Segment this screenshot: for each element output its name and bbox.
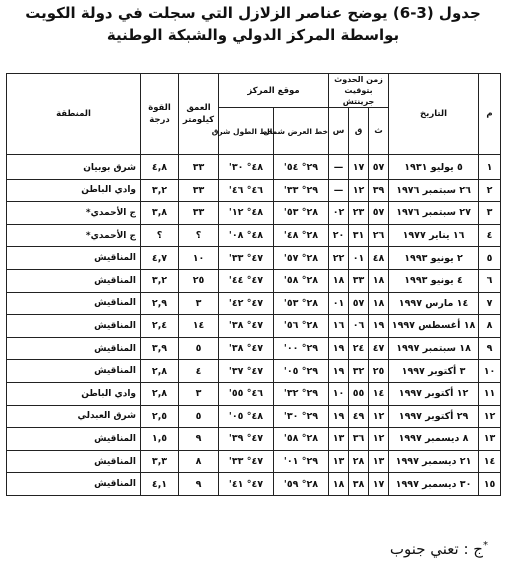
- cell-magnitude: ٢,٤: [141, 315, 179, 338]
- cell-magnitude: ٣,٢: [141, 269, 179, 292]
- cell-lat: ٢٩° ٣٣': [274, 179, 329, 202]
- cell-min: ٥٧: [349, 292, 369, 315]
- cell-magnitude: ٣,٣: [141, 450, 179, 473]
- cell-depth: ؟: [179, 224, 219, 247]
- table-subtitle: بواسطة المركز الدولي والشبكة الوطنية: [106, 26, 400, 44]
- cell-magnitude: ٢,٩: [141, 292, 179, 315]
- cell-region: وادي الباطن: [7, 382, 141, 405]
- cell-lon: ٤٨° ٠٨': [219, 224, 274, 247]
- cell-sec: ١٣: [369, 450, 389, 473]
- cell-hr: ١٨: [329, 473, 349, 496]
- cell-lon: ٤٦° ٥٥': [219, 382, 274, 405]
- cell-sec: ٤٧: [369, 337, 389, 360]
- cell-date: ١٨ سبتمبر ١٩٩٧: [389, 337, 479, 360]
- footnote-mark: *: [483, 540, 488, 551]
- table-row: [7, 473, 501, 496]
- cell-lat: ٢٩° ٣٢': [274, 382, 329, 405]
- table-row: [7, 337, 501, 360]
- table-row: [7, 360, 501, 383]
- cell-num: ١٣: [479, 428, 501, 451]
- cell-lat: ٢٨° ٥٩': [274, 473, 329, 496]
- cell-region: المناقيش: [7, 269, 141, 292]
- cell-date: ٢٧ سبتمبر ١٩٧٦: [389, 202, 479, 225]
- cell-hr: ٠١: [329, 292, 349, 315]
- cell-region: وادي الباطن: [7, 179, 141, 202]
- table-row: [7, 450, 501, 473]
- cell-lon: ٤٧° ٤١': [219, 473, 274, 496]
- cell-lon: ٤٨° ٠٥': [219, 405, 274, 428]
- cell-sec: ٥٧: [369, 202, 389, 225]
- cell-magnitude: ١,٥: [141, 428, 179, 451]
- cell-lat: ٢٩° ٠٠': [274, 337, 329, 360]
- cell-lat: ٢٨° ٥٣': [274, 202, 329, 225]
- table-row: [7, 292, 501, 315]
- cell-num: ١: [479, 155, 501, 180]
- cell-region: المناقيش: [7, 315, 141, 338]
- cell-hr: —: [329, 155, 349, 180]
- cell-depth: ٩: [179, 428, 219, 451]
- cell-region: المناقيش: [7, 337, 141, 360]
- cell-magnitude: ٣,٢: [141, 179, 179, 202]
- cell-min: ٥٥: [349, 382, 369, 405]
- cell-sec: ١٤: [369, 382, 389, 405]
- cell-depth: ٣٣: [179, 202, 219, 225]
- cell-lon: ٤٨° ١٢': [219, 202, 274, 225]
- cell-num: ٦: [479, 269, 501, 292]
- cell-num: ٨: [479, 315, 501, 338]
- cell-magnitude: ٤,١: [141, 473, 179, 496]
- cell-lat: ٢٨° ٥٨': [274, 269, 329, 292]
- cell-magnitude: ٤,٧: [141, 247, 179, 270]
- cell-hr: ١٦: [329, 315, 349, 338]
- header-hr: س: [329, 108, 349, 155]
- cell-lon: ٤٧° ٣٣': [219, 247, 274, 270]
- table-row: [7, 224, 501, 247]
- cell-magnitude: ٣,٩: [141, 337, 179, 360]
- cell-date: ٢١ ديسمبر ١٩٩٧: [389, 450, 479, 473]
- cell-depth: ٥: [179, 405, 219, 428]
- cell-date: ٢٩ أكتوبر ١٩٩٧: [389, 405, 479, 428]
- cell-region: المناقيش: [7, 292, 141, 315]
- cell-depth: ٢٥: [179, 269, 219, 292]
- cell-min: ٢٨: [349, 450, 369, 473]
- cell-min: ٤٩: [349, 405, 369, 428]
- cell-num: ١٢: [479, 405, 501, 428]
- cell-date: ٣ أكتوبر ١٩٩٧: [389, 360, 479, 383]
- cell-depth: ٣٣: [179, 155, 219, 180]
- cell-sec: ٢٥: [369, 360, 389, 383]
- cell-num: ٣: [479, 202, 501, 225]
- cell-num: ١٥: [479, 473, 501, 496]
- cell-min: ٠٦: [349, 315, 369, 338]
- cell-num: ٢: [479, 179, 501, 202]
- cell-region: المناقيش: [7, 450, 141, 473]
- cell-min: ١٢: [349, 179, 369, 202]
- table-row: [7, 269, 501, 292]
- cell-depth: ١٠: [179, 247, 219, 270]
- cell-depth: ٤: [179, 360, 219, 383]
- cell-hr: —: [329, 179, 349, 202]
- cell-sec: ١٢: [369, 428, 389, 451]
- cell-magnitude: ؟: [141, 224, 179, 247]
- cell-sec: ٥٧: [369, 155, 389, 180]
- table-row: [7, 202, 501, 225]
- cell-depth: ٨: [179, 450, 219, 473]
- cell-sec: ٣٩: [369, 179, 389, 202]
- header-date: التاريخ: [389, 74, 479, 155]
- footnote: [390, 540, 488, 558]
- cell-lon: ٤٧° ٤٢': [219, 292, 274, 315]
- cell-hr: ٢٠: [329, 224, 349, 247]
- cell-hr: ١٠: [329, 382, 349, 405]
- table-row: [7, 155, 501, 180]
- cell-hr: ١٩: [329, 337, 349, 360]
- cell-magnitude: ٢,٥: [141, 405, 179, 428]
- cell-lat: ٢٩° ٠٥': [274, 360, 329, 383]
- cell-lat: ٢٨° ٥٦': [274, 315, 329, 338]
- cell-lon: ٤٧° ٣٨': [219, 315, 274, 338]
- header-center: موقع المركز: [219, 74, 329, 108]
- table-row: [7, 428, 501, 451]
- cell-region: المناقيش: [7, 473, 141, 496]
- cell-region: شرق بوبيان: [7, 155, 141, 180]
- cell-sec: ١٨: [369, 269, 389, 292]
- table-row: [7, 247, 501, 270]
- cell-hr: ١٩: [329, 360, 349, 383]
- cell-lat: ٢٨° ٥٣': [274, 292, 329, 315]
- cell-region: ج الأحمدي*: [7, 224, 141, 247]
- cell-lat: ٢٩° ٠١': [274, 450, 329, 473]
- cell-date: ١٢ أكتوبر ١٩٩٧: [389, 382, 479, 405]
- cell-date: ٢٦ سبتمبر ١٩٧٦: [389, 179, 479, 202]
- header-sec: ث: [369, 108, 389, 155]
- cell-min: ١٧: [349, 155, 369, 180]
- cell-sec: ٤٨: [369, 247, 389, 270]
- header-num: م: [479, 74, 501, 155]
- cell-hr: ١٣: [329, 450, 349, 473]
- cell-hr: ١٣: [329, 428, 349, 451]
- cell-num: ١٠: [479, 360, 501, 383]
- cell-min: ٢٣: [349, 202, 369, 225]
- cell-date: ١٦ يناير ١٩٧٧: [389, 224, 479, 247]
- cell-lon: ٤٧° ٤٤': [219, 269, 274, 292]
- cell-hr: ٢٢: [329, 247, 349, 270]
- cell-depth: ٣: [179, 382, 219, 405]
- cell-magnitude: ٢,٨: [141, 382, 179, 405]
- cell-lon: ٤٦° ٤٦': [219, 179, 274, 202]
- cell-lon: ٤٧° ٣٨': [219, 337, 274, 360]
- cell-min: ٣٣: [349, 269, 369, 292]
- header-time: زمن الحدوث بتوقيت جرينتش: [329, 74, 389, 108]
- cell-depth: ٥: [179, 337, 219, 360]
- cell-lat: ٢٨° ٥٧': [274, 247, 329, 270]
- cell-region: المناقيش: [7, 360, 141, 383]
- cell-sec: ١٩: [369, 315, 389, 338]
- header-magnitude: القوة درجة: [141, 74, 179, 155]
- cell-lon: ٤٧° ٣٧': [219, 360, 274, 383]
- cell-num: ٩: [479, 337, 501, 360]
- cell-num: ١٤: [479, 450, 501, 473]
- cell-magnitude: ٤,٨: [141, 155, 179, 180]
- cell-min: ٠١: [349, 247, 369, 270]
- footnote-text: ج : تعني جنوب: [389, 540, 483, 558]
- cell-lon: ٤٨° ٣٠': [219, 155, 274, 180]
- cell-lat: ٢٨° ٤٨': [274, 224, 329, 247]
- header-region: المنطقة: [7, 74, 141, 155]
- header-depth: العمق كيلومتر: [179, 74, 219, 155]
- cell-hr: ١٩: [329, 405, 349, 428]
- cell-date: ١٤ مارس ١٩٩٧: [389, 292, 479, 315]
- cell-hr: ٠٢: [329, 202, 349, 225]
- cell-date: ٨ ديسمبر ١٩٩٧: [389, 428, 479, 451]
- cell-date: ٥ يوليو ١٩٣١: [389, 155, 479, 180]
- cell-min: ٣٨: [349, 473, 369, 496]
- table-title: جدول (3-6) يوضح عناصر الزلازل التي سجلت في دولة الكويت: [25, 4, 481, 22]
- cell-date: ٢ يونيو ١٩٩٣: [389, 247, 479, 270]
- cell-lat: ٢٩° ٣٠': [274, 405, 329, 428]
- header-lon: خط الطول شرق: [219, 108, 274, 155]
- cell-region: المناقيش: [7, 247, 141, 270]
- cell-depth: ١٤: [179, 315, 219, 338]
- cell-sec: ٢٦: [369, 224, 389, 247]
- cell-date: ١٨ أغسطس ١٩٩٧: [389, 315, 479, 338]
- cell-min: ٢٤: [349, 337, 369, 360]
- cell-lon: ٤٧° ٣٩': [219, 428, 274, 451]
- table-row: [7, 382, 501, 405]
- cell-magnitude: ٢,٨: [141, 360, 179, 383]
- cell-sec: ١٢: [369, 405, 389, 428]
- cell-date: ٤ يونيو ١٩٩٣: [389, 269, 479, 292]
- cell-min: ٣٢: [349, 360, 369, 383]
- cell-lat: ٢٩° ٥٤': [274, 155, 329, 180]
- cell-lon: ٤٧° ٣٣': [219, 450, 274, 473]
- cell-min: ٣١: [349, 224, 369, 247]
- header-min: ق: [349, 108, 369, 155]
- cell-num: ٧: [479, 292, 501, 315]
- cell-region: شرق العبدلي: [7, 405, 141, 428]
- cell-depth: ٣٣: [179, 179, 219, 202]
- table-row: [7, 179, 501, 202]
- cell-region: المناقيش: [7, 428, 141, 451]
- cell-sec: ١٨: [369, 292, 389, 315]
- cell-hr: ١٨: [329, 269, 349, 292]
- cell-num: ٥: [479, 247, 501, 270]
- header-lat: خط العرض شمال: [274, 108, 329, 155]
- cell-date: ٣٠ ديسمبر ١٩٩٧: [389, 473, 479, 496]
- cell-depth: ٩: [179, 473, 219, 496]
- cell-num: ١١: [479, 382, 501, 405]
- cell-depth: ٣: [179, 292, 219, 315]
- cell-region: ج الأحمدي*: [7, 202, 141, 225]
- cell-magnitude: ٣,٨: [141, 202, 179, 225]
- cell-min: ٣٦: [349, 428, 369, 451]
- table-row: [7, 315, 501, 338]
- earthquake-table: [6, 73, 501, 496]
- cell-num: ٤: [479, 224, 501, 247]
- cell-sec: ١٧: [369, 473, 389, 496]
- cell-lat: ٢٨° ٥٨': [274, 428, 329, 451]
- table-row: [7, 405, 501, 428]
